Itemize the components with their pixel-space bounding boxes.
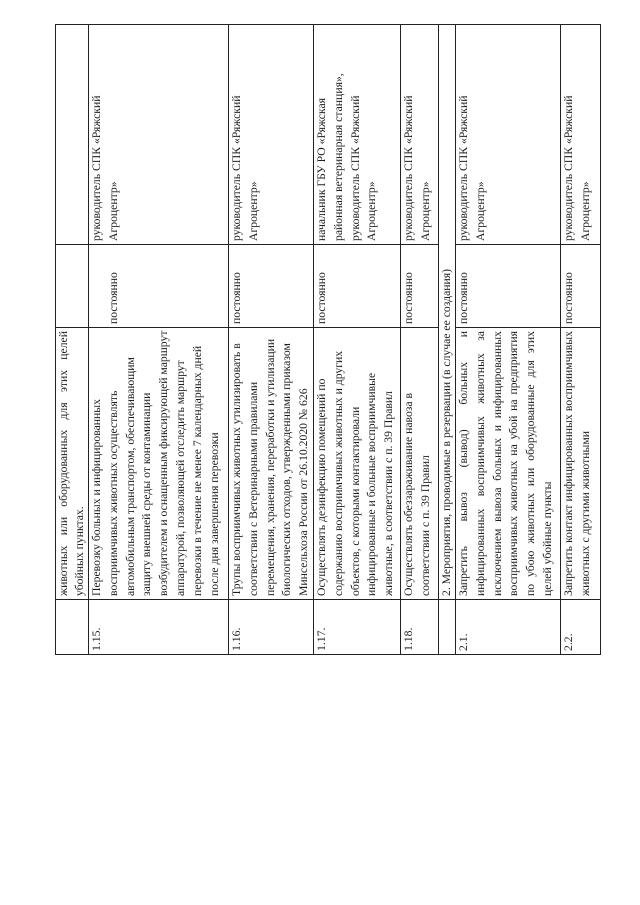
responsible-line: руководитель СПК «Ряжский — [457, 95, 470, 241]
table-row — [456, 24, 561, 654]
responsible-cell — [456, 24, 561, 244]
responsible-line: руководитель СПК «Ряжский — [90, 95, 103, 241]
section-header-row — [439, 24, 456, 654]
deadline-cell — [561, 244, 601, 327]
measure-description-cell — [56, 327, 89, 599]
deadline-text: постоянно — [106, 272, 120, 324]
row-number-cell — [401, 599, 439, 654]
description-line: исключением вывоза больных и инфицированных — [490, 331, 504, 596]
section-header — [439, 24, 456, 599]
row-number-cell — [89, 599, 229, 654]
row-number: 1.17. — [315, 627, 328, 651]
description-line: защиту внешней среды от контаминации — [140, 392, 154, 596]
deadline-cell — [456, 244, 561, 327]
deadline-cell — [314, 244, 401, 327]
description-line: Запретить контакт инфицированных восприимчивых — [562, 331, 575, 596]
deadline-text: постоянно — [402, 272, 415, 324]
responsible-cell — [56, 24, 89, 244]
description-line: животные, в соответствии с п. 39 Правил — [382, 391, 396, 596]
section-title: 2. Мероприятия, проводимые в резервации (в случае ее создания) — [440, 268, 453, 596]
measure-description-cell — [401, 327, 439, 599]
description-line: инфицированных восприимчивых животных за — [473, 331, 487, 596]
responsible-line: Агроцентр» — [473, 181, 487, 241]
row-number: 2.2. — [562, 633, 575, 651]
description-line: возбудителем и оснащенным фиксирующей маршрут — [157, 330, 171, 596]
row-number: 1.15. — [90, 627, 103, 651]
description-line: перевозки в течение не менее 7 календарных дней — [190, 345, 204, 596]
description-line: инфицированные и больные восприимчивые — [365, 372, 379, 596]
responsible-line: Агроцентр» — [246, 181, 260, 241]
table-row — [401, 24, 439, 654]
description-line: по убою животных или оборудованные для этих — [524, 331, 538, 596]
description-line: соответствии с Ветеринарными правилами — [246, 381, 260, 596]
responsible-cell — [561, 24, 601, 244]
measure-description-cell — [561, 327, 601, 599]
description-line: Трупы восприимчивых животных утилизировать в — [230, 343, 243, 596]
responsible-line: руководитель СПК «Ряжский — [348, 95, 362, 241]
row-number-cell — [439, 599, 456, 654]
table-row — [229, 24, 314, 654]
description-line: Запретить вывоз (вывод) больных и — [457, 331, 470, 596]
description-line: целей убойные пункты — [540, 481, 554, 596]
row-number: 2.1. — [457, 633, 470, 651]
deadline-cell — [56, 244, 89, 327]
description-line: содержанию восприимчивых животных и других — [331, 350, 345, 596]
responsible-line: руководитель СПК «Ряжский — [562, 95, 575, 241]
row-number-cell — [229, 599, 314, 654]
deadline-text: постоянно — [457, 272, 470, 324]
row-number: 1.16. — [230, 627, 243, 651]
row-number-cell — [456, 599, 561, 654]
description-line: автомобильным транспортом, обеспечивающим — [123, 357, 137, 596]
table-row-continued — [56, 24, 89, 654]
description-line: восприимчивых животных на убой на предприятия — [507, 331, 521, 596]
responsible-cell — [401, 24, 439, 244]
responsible-line: Агроцентр» — [578, 181, 592, 241]
measure-description-cell — [456, 327, 561, 599]
description-line: после дня завершения перевозки — [207, 432, 221, 596]
description-line: животных или оборудованных для этих целей — [57, 331, 70, 596]
description-line: убойных пунктах. — [73, 506, 86, 596]
description-line: объектов, с которыми контактировали — [348, 406, 362, 596]
row-number: 1.18. — [402, 627, 415, 651]
measure-description-cell — [89, 327, 229, 599]
responsible-line: начальник ГБУ РО «Ряжская — [315, 97, 328, 241]
description-line: биологических отходов, утвержденными приказом — [280, 343, 294, 596]
description-line: перемещения, хранения, переработки и утилизации — [263, 338, 277, 596]
description-line: Осуществлять дезинфекцию помещений по — [315, 378, 328, 596]
responsible-line: Агроцентр» — [106, 181, 120, 241]
row-number-cell — [314, 599, 401, 654]
deadline-text: постоянно — [315, 272, 328, 324]
responsible-line: руководитель СПК «Ряжский — [402, 95, 415, 241]
table-row — [89, 24, 229, 654]
description-line: Минсельхоза России от 26.10.2020 № 626 — [297, 388, 311, 596]
responsible-line: районная ветеринарная станция», — [331, 73, 345, 241]
row-number-cell — [561, 599, 601, 654]
responsible-cell — [89, 24, 229, 244]
description-line: Осуществлять обеззараживание навоза в — [402, 392, 415, 596]
description-line: животных с другими животными — [578, 431, 592, 596]
table-row — [314, 24, 401, 654]
responsible-line: руководитель СПК «Ряжский — [230, 95, 243, 241]
description-line: аппаратурой, позволяющей отследить маршрут — [173, 360, 187, 596]
measures-table — [55, 24, 601, 655]
responsible-cell — [314, 24, 401, 244]
responsible-line: Агроцентр» — [418, 181, 432, 241]
deadline-cell — [401, 244, 439, 327]
deadline-text: постоянно — [562, 272, 575, 324]
measure-description-cell — [229, 327, 314, 599]
row-number-cell — [56, 599, 89, 654]
deadline-text: постоянно — [230, 272, 243, 324]
measure-description-cell — [314, 327, 401, 599]
deadline-cell — [229, 244, 314, 327]
responsible-cell — [229, 24, 314, 244]
description-line: соответствии с п. 39 Правил — [418, 455, 432, 596]
deadline-cell — [89, 244, 229, 327]
description-line: Перевозку больных и инфицированных — [90, 399, 103, 596]
responsible-line: Агроцентр» — [365, 181, 379, 241]
description-line: восприимчивых животных осуществлять — [106, 390, 120, 596]
table-row — [561, 24, 601, 654]
